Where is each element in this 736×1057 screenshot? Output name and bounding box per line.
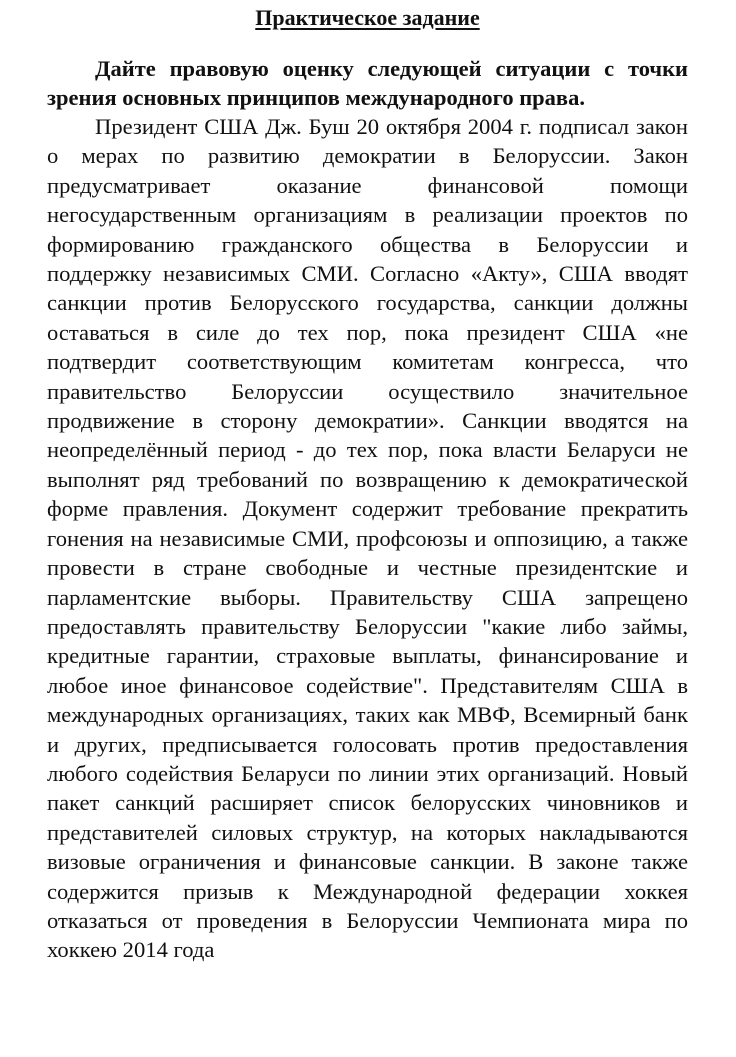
case-text: Президент США Дж. Буш 20 октября 2004 г. подписал закон о мерах по развитию демократии в Белоруссии. Закон предусматривает оказание финансовой помощи негосударственным организациям в реализации проектов по формированию гражданского общества в Белоруссии и поддержку независимых СМИ. Согласно «Акту», США вводят санкции против Белорусского государства, санкции должны оставаться в силе до тех пор, пока президент США «не подтвердит соответствующим комитетам конгресса, что правительство Белоруссии осуществило значительное продвижение в сторону демократии». Санкции вводятся на неопределённый период - до тех пор, пока власти Беларуси не выполнят ряд требований по возвращению к демократической форме правления. Документ содержит требование прекратить гонения на независимые СМИ, профсоюзы и оппозицию, а также провести в стране свободные и честные президентские и парламентские выборы. Правительству США запрещено предоставлять правительству Белоруссии "какие либо займы, кредитные гарантии, страховые выплаты, финансирование и любое иное финансовое содействие". Представителям США в международных организациях, таких как МВФ, Всемирный банк и других, предписывается голосовать против предоставления любого содействия Беларуси по линии этих организаций. Новый пакет санкций расширяет список белорусских чиновников и представителей силовых структур, на которых накладываются визовые ограничения и финансовые санкции. В законе также содержится призыв к Международной федерации хоккея отказаться от проведения в Белоруссии Чемпионата мира по хоккею 2014 года bbox=[47, 114, 688, 963]
task-statement: Дайте правовую оценку следующей ситуации с точки зрения основных принципов международного права. bbox=[47, 56, 688, 110]
document-title: Практическое задание bbox=[255, 5, 480, 30]
